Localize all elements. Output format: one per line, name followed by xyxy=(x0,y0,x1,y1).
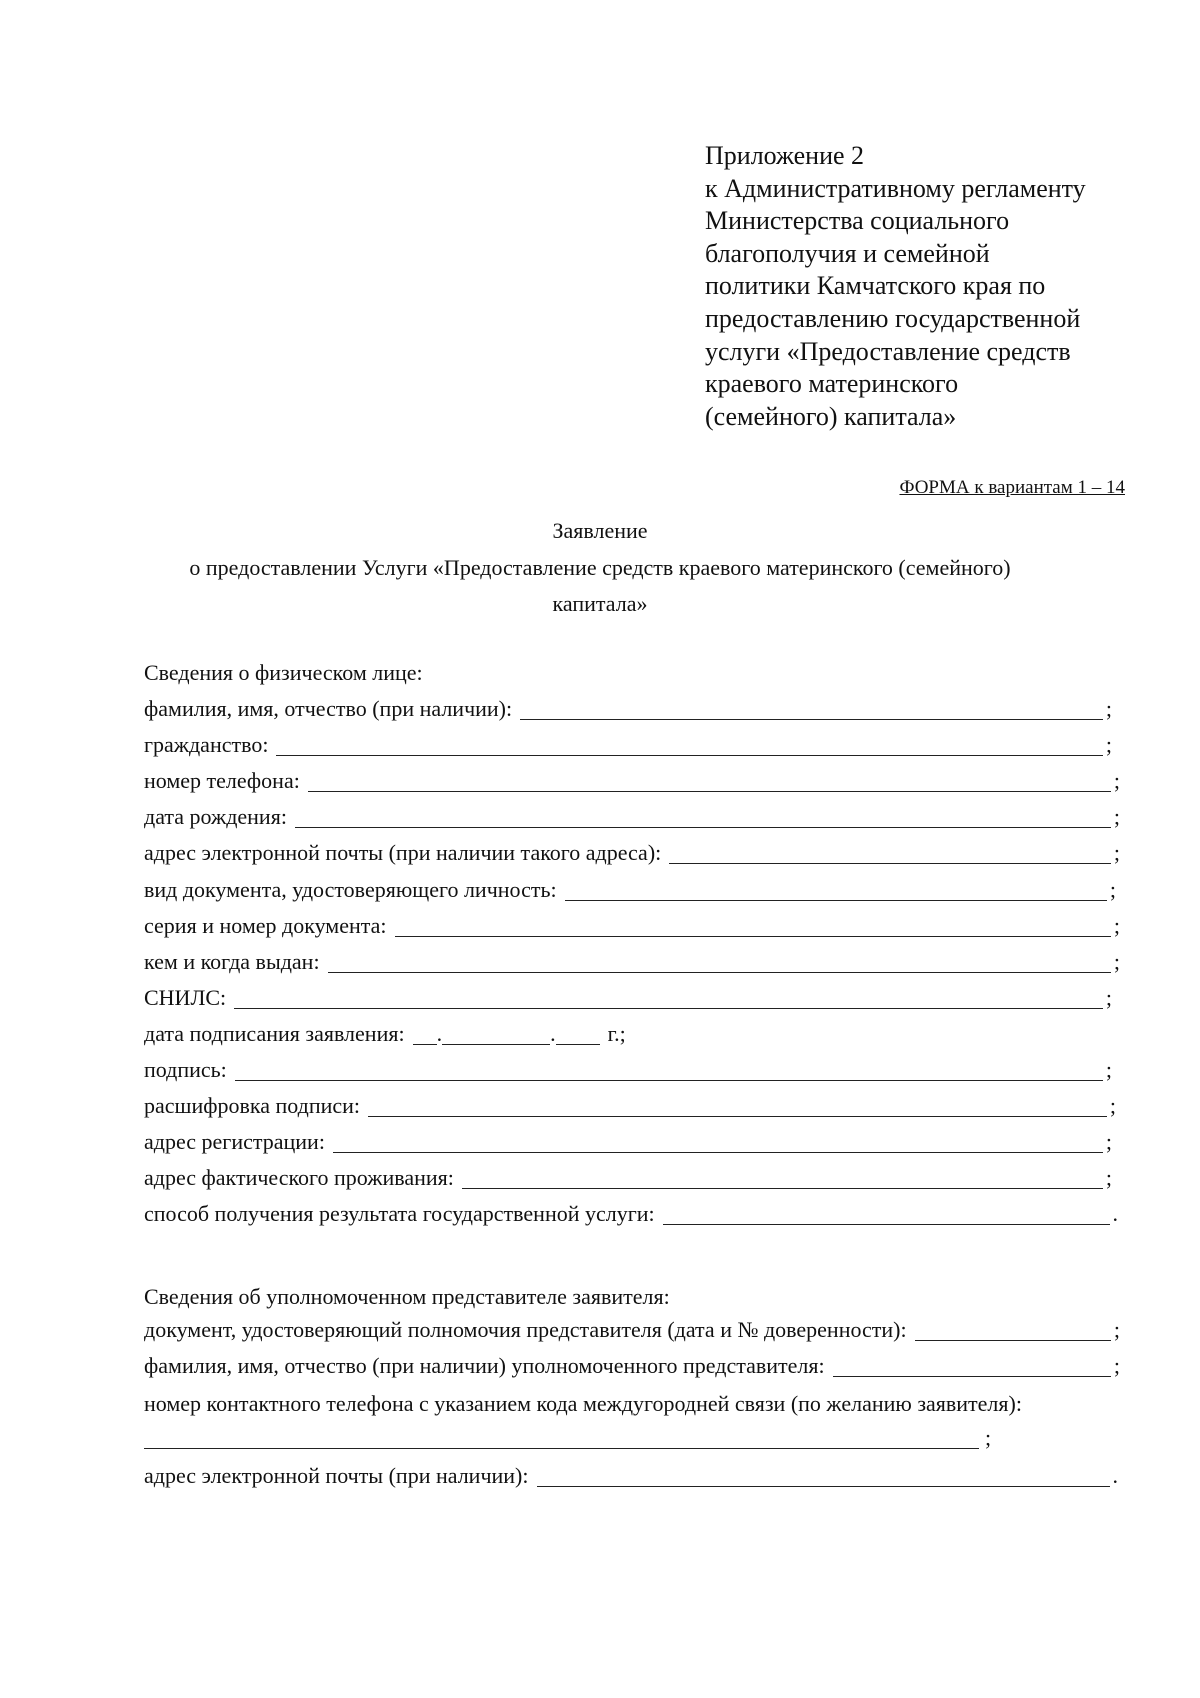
fill-line[interactable] xyxy=(395,936,1111,937)
sign-date-field[interactable] xyxy=(144,1020,626,1050)
field-end-punct: ; xyxy=(1113,840,1120,865)
document-subtitle: о предоставлении Услуги «Предоставление средств краевого материнского (семейного) xyxy=(189,555,1011,580)
field-end-punct: . xyxy=(1112,1201,1118,1226)
field-label: фамилия, имя, отчество (при наличии) уполномоченного представителя: xyxy=(144,1353,825,1378)
field-end-punct: ; xyxy=(1105,1165,1112,1190)
field-end-punct: ; xyxy=(1105,1057,1112,1082)
appendix-line: Приложение 2 xyxy=(705,141,865,170)
field-label: дата подписания заявления: xyxy=(144,1021,405,1046)
citizenship-field[interactable] xyxy=(144,731,1112,761)
actual-address-field[interactable] xyxy=(144,1164,1112,1194)
appendix-line: Министерства социального xyxy=(705,206,1010,236)
fill-line[interactable] xyxy=(669,863,1111,864)
fill-line[interactable] xyxy=(565,900,1107,901)
separator-dot: . xyxy=(436,1021,443,1046)
fill-line[interactable] xyxy=(308,791,1111,792)
field-end-punct: ; xyxy=(1113,913,1120,938)
field-end-punct: ; xyxy=(1105,985,1112,1010)
representative-email-field[interactable] xyxy=(144,1462,1118,1492)
signature-decoding-field[interactable] xyxy=(144,1092,1116,1122)
field-end-punct: ; xyxy=(1105,1129,1112,1154)
fill-line[interactable] xyxy=(537,1486,1110,1487)
fill-line[interactable] xyxy=(328,972,1111,973)
field-end-punct: ; xyxy=(1105,696,1112,721)
fill-line[interactable] xyxy=(144,1448,979,1449)
individual-section-heading: Сведения о физическом лице: xyxy=(144,660,423,685)
field-label: гражданство: xyxy=(144,732,269,757)
fill-line[interactable] xyxy=(333,1152,1103,1153)
full-name-field[interactable] xyxy=(144,695,1112,725)
day-blank[interactable] xyxy=(413,1044,437,1045)
year-blank[interactable] xyxy=(556,1044,600,1045)
fill-line[interactable] xyxy=(235,1080,1103,1081)
birth-date-field[interactable] xyxy=(144,803,1120,833)
fill-line[interactable] xyxy=(833,1376,1111,1377)
fill-line[interactable] xyxy=(295,827,1111,828)
appendix-line: услуги «Предоставление средств xyxy=(705,336,1071,366)
field-label: серия и номер документа: xyxy=(144,913,387,938)
field-label: номер телефона: xyxy=(144,768,300,793)
field-end-punct: ; xyxy=(1105,732,1112,757)
field-label: адрес электронной почты (при наличии такого адреса): xyxy=(144,840,662,865)
form-variant-label: ФОРМА к вариантам 1 – 14 xyxy=(899,477,1125,498)
field-label: адрес регистрации: xyxy=(144,1129,325,1154)
fill-line[interactable] xyxy=(368,1116,1107,1117)
field-end-punct: . xyxy=(1112,1463,1118,1488)
field-label: вид документа, удостоверяющего личность: xyxy=(144,877,557,902)
field-label: адрес фактического проживания: xyxy=(144,1165,454,1190)
field-label: адрес электронной почты (при наличии): xyxy=(144,1463,529,1488)
document-subtitle-cont: капитала» xyxy=(552,591,648,616)
field-label: способ получения результата государственной услуги: xyxy=(144,1201,655,1226)
field-label: СНИЛС: xyxy=(144,985,227,1010)
field-end-punct: ; xyxy=(1113,1317,1120,1342)
fill-line[interactable] xyxy=(234,1008,1103,1009)
signature-field[interactable] xyxy=(144,1056,1112,1086)
field-end-punct: ; xyxy=(1109,1093,1116,1118)
fill-line[interactable] xyxy=(915,1340,1111,1341)
field-end-punct: ; xyxy=(1109,877,1116,902)
field-end-punct: ; xyxy=(985,1425,992,1450)
field-label: кем и когда выдан: xyxy=(144,949,320,974)
snils-field[interactable] xyxy=(144,984,1112,1014)
field-end-punct: ; xyxy=(1113,949,1120,974)
representative-phone-field[interactable] xyxy=(144,1424,991,1454)
appendix-line: политики Камчатского края по xyxy=(705,271,1046,301)
registration-address-field[interactable] xyxy=(144,1128,1112,1158)
document-title: Заявление xyxy=(552,518,648,543)
representative-phone-label: номер контактного телефона с указанием кода междугородней связи (по желанию заявителя): xyxy=(144,1391,1022,1416)
field-label: расшифровка подписи: xyxy=(144,1093,361,1118)
fill-line[interactable] xyxy=(520,719,1103,720)
fill-line[interactable] xyxy=(276,755,1102,756)
result-method-field[interactable] xyxy=(144,1200,1118,1230)
field-label: документ, удостоверяющий полномочия представителя (дата и № доверенности): xyxy=(144,1317,907,1342)
field-label: подпись: xyxy=(144,1057,227,1082)
month-blank[interactable] xyxy=(442,1044,550,1045)
year-suffix: г.; xyxy=(607,1021,626,1046)
issued-by-field[interactable] xyxy=(144,948,1120,978)
appendix-line: предоставлению государственной xyxy=(705,303,1081,333)
document-number-field[interactable] xyxy=(144,912,1120,942)
field-end-punct: ; xyxy=(1113,804,1120,829)
power-of-attorney-field[interactable] xyxy=(144,1316,1120,1346)
representative-name-field[interactable] xyxy=(144,1352,1120,1382)
representative-section-heading: Сведения об уполномоченном представителе заявителя: xyxy=(144,1284,670,1309)
field-label: фамилия, имя, отчество (при наличии): xyxy=(144,696,513,721)
appendix-line: к Административному регламенту xyxy=(705,173,1086,203)
id-document-type-field[interactable] xyxy=(144,876,1116,906)
email-field[interactable] xyxy=(144,839,1120,869)
field-label: дата рождения: xyxy=(144,804,287,829)
appendix-line: благополучия и семейной xyxy=(705,238,990,268)
field-end-punct: ; xyxy=(1113,768,1120,793)
fill-line[interactable] xyxy=(663,1224,1110,1225)
fill-line[interactable] xyxy=(462,1188,1103,1189)
appendix-line: краевого материнского xyxy=(705,369,959,399)
appendix-line: (семейного) капитала» xyxy=(705,401,957,431)
appendix-header xyxy=(705,140,1145,433)
field-end-punct: ; xyxy=(1113,1353,1120,1378)
separator-dot: . xyxy=(550,1021,556,1046)
phone-field[interactable] xyxy=(144,767,1120,797)
